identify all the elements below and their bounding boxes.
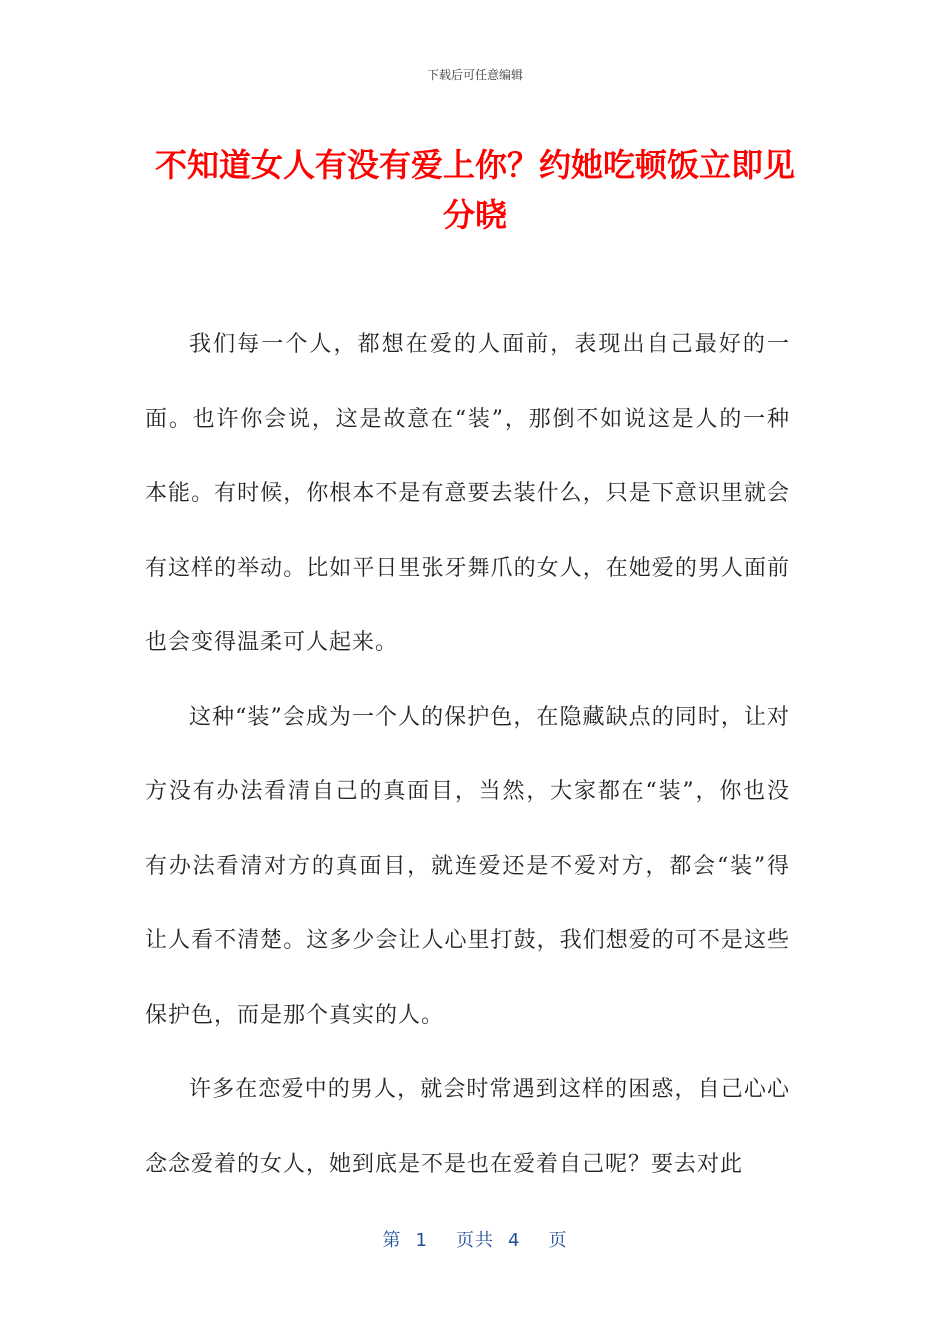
page-header-note: 下载后可任意编辑 xyxy=(426,68,523,82)
footer-prefix: 第 xyxy=(382,1230,402,1251)
footer-suffix: 页 xyxy=(548,1230,568,1251)
paragraph: 这种“装”会成为一个人的保护色，在隐藏缺点的同时，让对方没有办法看清自己的真面目，当然，大家都在“装”，你也没有办法看清对方的真面目，就连爱还是不爱对方，都会“装”得让人看不清楚。这多少会让人心里打鼓，我们想爱的可不是这些保护色，而是那个真实的人。 xyxy=(145,704,790,1028)
footer-middle: 页共 xyxy=(456,1230,494,1251)
paragraph: 我们每一个人，都想在爱的人面前，表现出自己最好的一面。也许你会说，这是故意在“装”，那倒不如说这是人的一种本能。有时候，你根本不是有意要去装什么，只是下意识里就会有这样的举动。比如平日里张牙舞爪的女人，在她爱的男人面前也会变得温柔可人起来。 xyxy=(145,332,790,655)
paragraph: 许多在恋爱中的男人，就会时常遇到这样的困惑，自己心心念念爱着的女人，她到底是不是也在爱着自己呢？要去对此 xyxy=(145,1077,790,1177)
document-body xyxy=(145,308,790,1202)
document-title: 不知道女人有没有爱上你？约她吃顿饭立即见分晓 xyxy=(154,146,795,234)
page-footer xyxy=(0,1226,950,1252)
footer-total-pages: 4 xyxy=(508,1230,521,1251)
footer-current-page: 1 xyxy=(415,1230,428,1251)
